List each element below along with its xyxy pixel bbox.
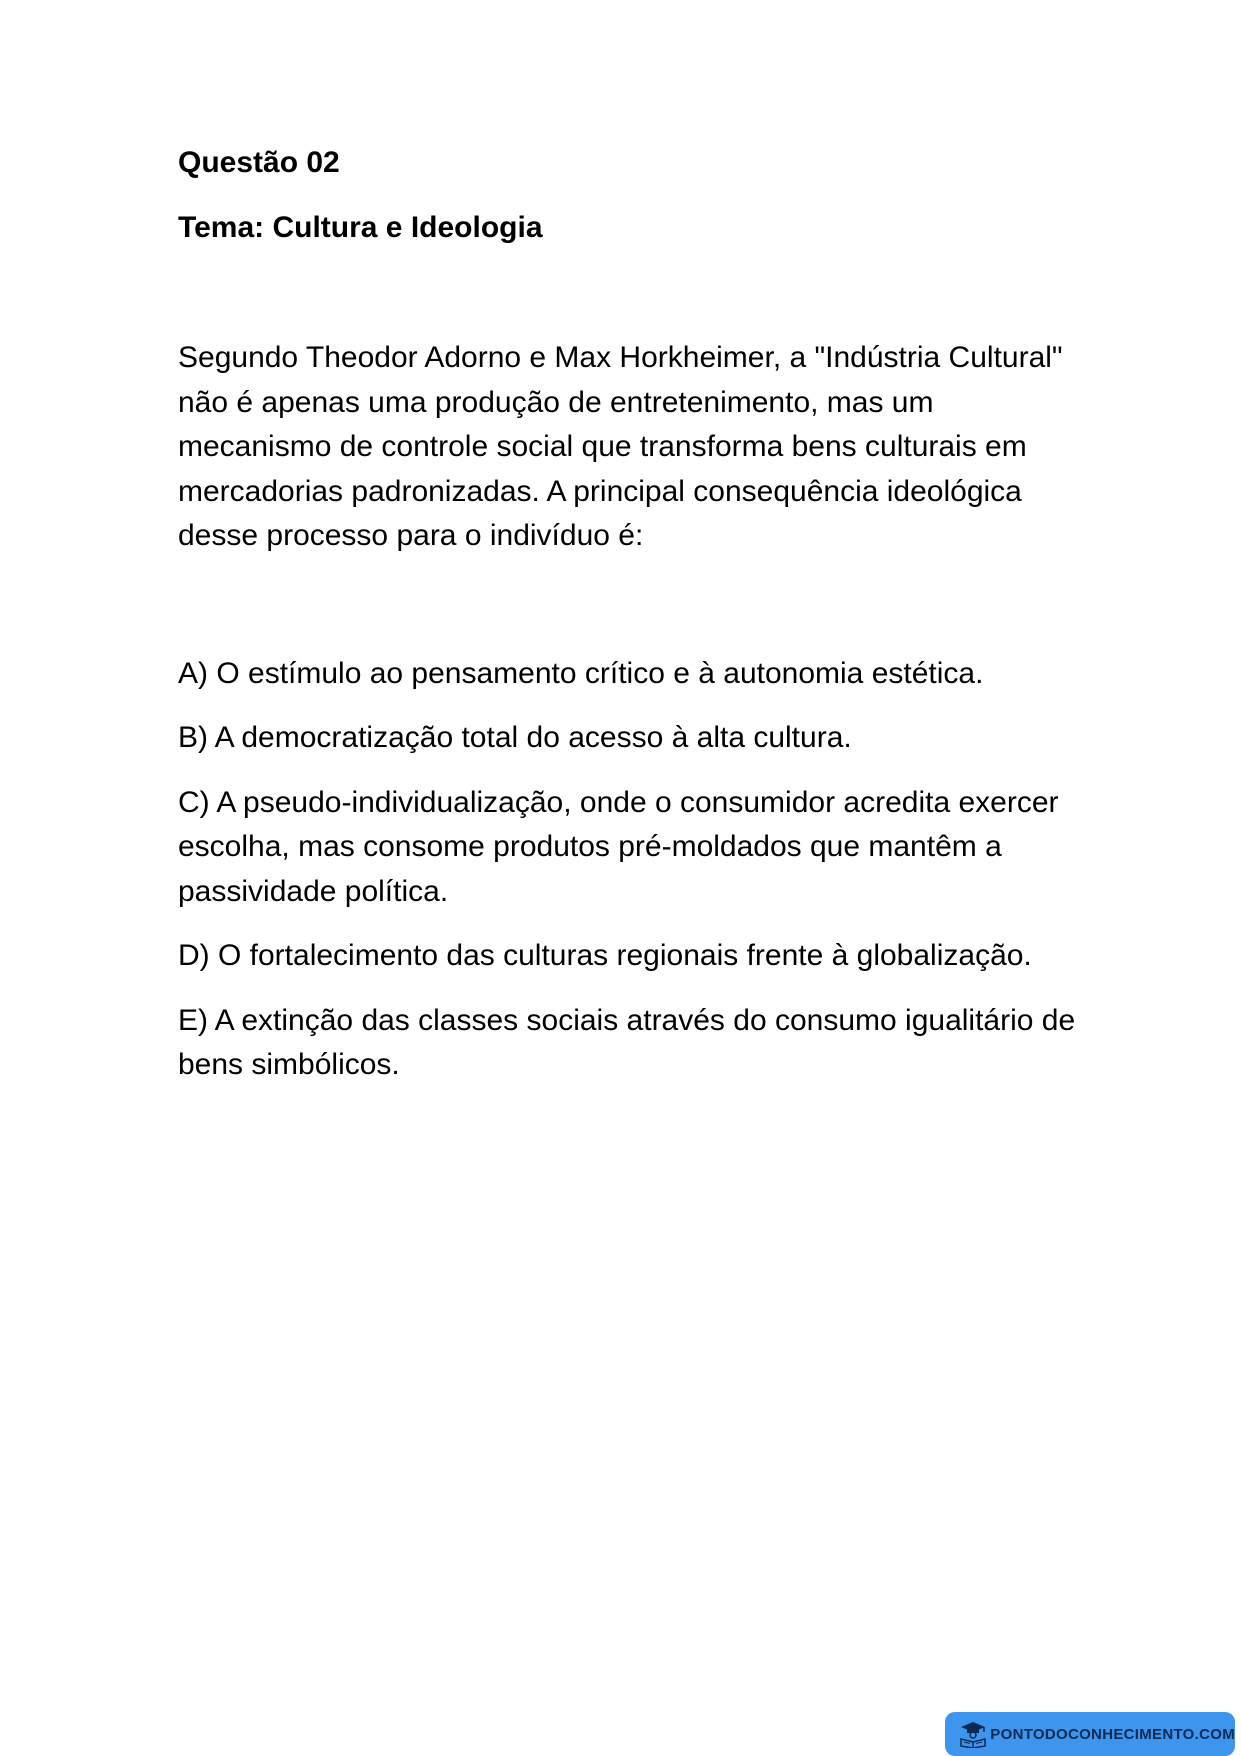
question-title: Questão 02 xyxy=(178,146,340,179)
graduate-reading-icon xyxy=(957,1719,988,1749)
answer-options xyxy=(178,652,1078,1088)
question-block xyxy=(178,143,1078,1108)
option-c: C) A pseudo-individualização, onde o consumidor acredita exercer escolha, mas consome produtos pré-moldados que mantêm a passividade política. xyxy=(178,785,1059,908)
brand-text: PONTODOCONHECIMENTO.COM xyxy=(990,1725,1235,1743)
option-e: E) A extinção das classes sociais através do consumo igualitário de bens simbólicos. xyxy=(178,1003,1076,1081)
question-theme: Tema: Cultura e Ideologia xyxy=(178,211,543,244)
option-d: D) O fortalecimento das culturas regionais frente à globalização. xyxy=(178,939,1032,972)
option-b: B) A democratização total do acesso à alta cultura. xyxy=(178,721,852,754)
brand-badge[interactable] xyxy=(945,1712,1235,1756)
option-a: A) O estímulo ao pensamento crítico e à autonomia estética. xyxy=(178,656,984,690)
question-statement: Segundo Theodor Adorno e Max Horkheimer, a "Indústria Cultural" não é apenas uma produção de entretenimento, mas um mecanismo de controle social que transforma bens culturais em mercadorias padronizadas. A principal consequência ideológica desse processo para o indivíduo é: xyxy=(178,341,1063,552)
